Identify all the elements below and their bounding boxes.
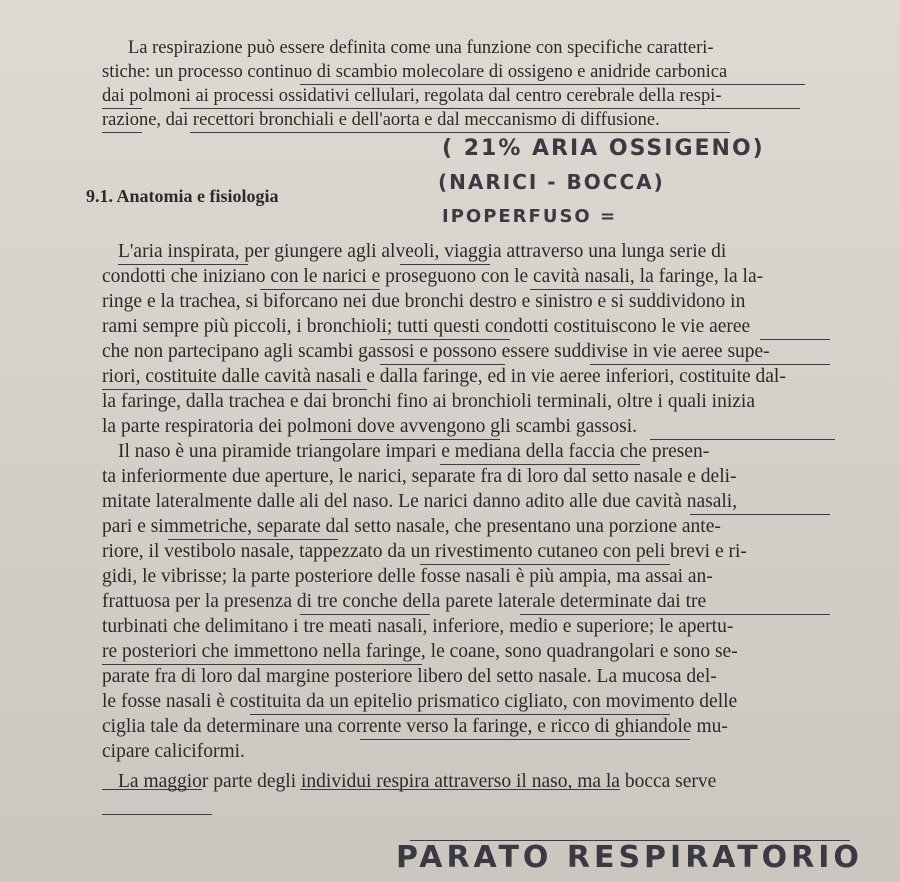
handwritten-note-ipoperfuso: IPOPERFUSO = <box>442 206 618 227</box>
pen-underline <box>102 789 202 790</box>
body-line-4: rami sempre più piccoli, i bronchioli; tutti questi condotti costituiscono le vie aeree <box>102 316 751 337</box>
pen-underline <box>102 108 142 109</box>
body-line-17: re posteriori che immettono nella faringe, le coane, sono quadrangolari e sono se- <box>102 641 738 662</box>
pen-underline <box>168 539 338 540</box>
body-line-13: riore, il vestibolo nasale, tappezzato da un rivestimento cutaneo con peli brevi e ri- <box>102 541 747 562</box>
body-line-15: frattuosa per la presenza di tre conche della parete laterale determinate dai tre <box>102 591 707 612</box>
body-line-6: riori, costituite dalle cavità nasali e dalla faringe, ed in vie aeree inferiori, costituite dal- <box>102 366 786 387</box>
pen-underline <box>380 364 505 365</box>
body-line-16: turbinati che delimitano i tre meati nasali, inferiore, medio e superiore; le apertu- <box>102 616 734 637</box>
pen-underline <box>520 614 830 615</box>
body-line-18: parate fra di loro dal margine posteriore libero del setto nasale. La mucosa del- <box>102 666 717 687</box>
body-line-9: Il naso è una piramide triangolare impari e mediana della faccia che presen- <box>118 441 710 462</box>
pen-underline <box>380 339 510 340</box>
section-heading: 9.1. Anatomia e fisiologia <box>86 186 279 206</box>
body-line-1: L'aria inspirata, per giungere agli alveoli, viaggia attraverso una lunga serie di <box>118 241 727 262</box>
body-line-19: le fosse nasali è costituita da un epitelio prismatico cigliato, con movimento delle <box>102 691 738 712</box>
body-line-14: gidi, le vibrisse; la parte posteriore delle fosse nasali è più ampia, ma assai an- <box>102 566 713 587</box>
intro-line-3: dai polmoni ai processi ossidativi cellulari, regolata dal centro cerebrale della respi- <box>102 86 722 106</box>
body-line-2: condotti che iniziano con le narici e proseguono con le cavità nasali, la faringe, la la- <box>102 266 764 287</box>
pen-underline <box>440 464 640 465</box>
pen-underline <box>320 439 500 440</box>
pen-underline <box>360 739 690 740</box>
body-line-11: mitate lateralmente dalle ali del naso. Le narici danno adito alle due cavità nasali, <box>102 491 738 512</box>
pen-underline <box>300 84 805 85</box>
handwritten-note-oxygen: ( 21% ARIA OSSIGENO) <box>442 136 765 161</box>
pen-underline <box>180 108 800 109</box>
pen-underline <box>590 364 830 365</box>
pen-underline <box>260 289 380 290</box>
pen-underline <box>102 389 367 390</box>
body-line-8: la parte respiratoria dei polmoni dove avvengono gli scambi gassosi. <box>102 416 638 437</box>
pen-underline <box>410 840 850 841</box>
pen-underline <box>190 132 730 133</box>
body-line-10: ta inferiormente due aperture, le narici, separate fra di loro dal setto nasale e deli- <box>102 466 737 487</box>
pen-underline <box>118 264 248 265</box>
pen-underline <box>250 714 670 715</box>
pen-underline <box>420 564 670 565</box>
body-line-22: La maggior parte degli individui respira attraverso il naso, ma la bocca serve <box>118 771 717 792</box>
pen-underline <box>530 289 650 290</box>
intro-line-1: La respirazione può essere definita come una funzione con specifiche caratteri- <box>128 38 714 58</box>
pen-underline <box>690 514 830 515</box>
body-line-12: pari e simmetriche, separate dal setto nasale, che presentano una porzione ante- <box>102 516 721 537</box>
handwritten-note-nose-mouth: (NARICI - BOCCA) <box>438 170 665 194</box>
body-line-21: cipare caliciformi. <box>102 741 245 762</box>
body-line-3: ringe e la trachea, si biforcano nei due bronchi destro e sinistro e si suddividono in <box>102 291 746 312</box>
body-line-20: ciglia tale da determinare una corrente verso la faringe, e ricco di ghiandole mu- <box>102 716 728 737</box>
pen-underline <box>102 132 142 133</box>
body-line-5: che non partecipano agli scambi gassosi e possono essere suddivise in vie aeree supe- <box>102 341 770 362</box>
pen-underline <box>300 614 430 615</box>
pen-underline <box>400 264 490 265</box>
body-line-7: la faringe, dalla trachea e dai bronchi fino ai bronchioli terminali, oltre i quali inizia <box>102 391 755 412</box>
pen-underline <box>102 814 212 815</box>
pen-underline <box>760 339 830 340</box>
pen-underline <box>102 664 422 665</box>
pen-underline <box>650 439 835 440</box>
pen-underline <box>300 789 620 790</box>
handwritten-note-apparato: PARATO RESPIRATORIO <box>396 840 863 875</box>
intro-line-2: stiche: un processo continuo di scambio molecolare di ossigeno e anidride carbonica <box>102 62 728 82</box>
intro-line-4: razione, dai recettori bronchiali e dell'aorta e dal meccanismo di diffusione. <box>102 110 660 130</box>
